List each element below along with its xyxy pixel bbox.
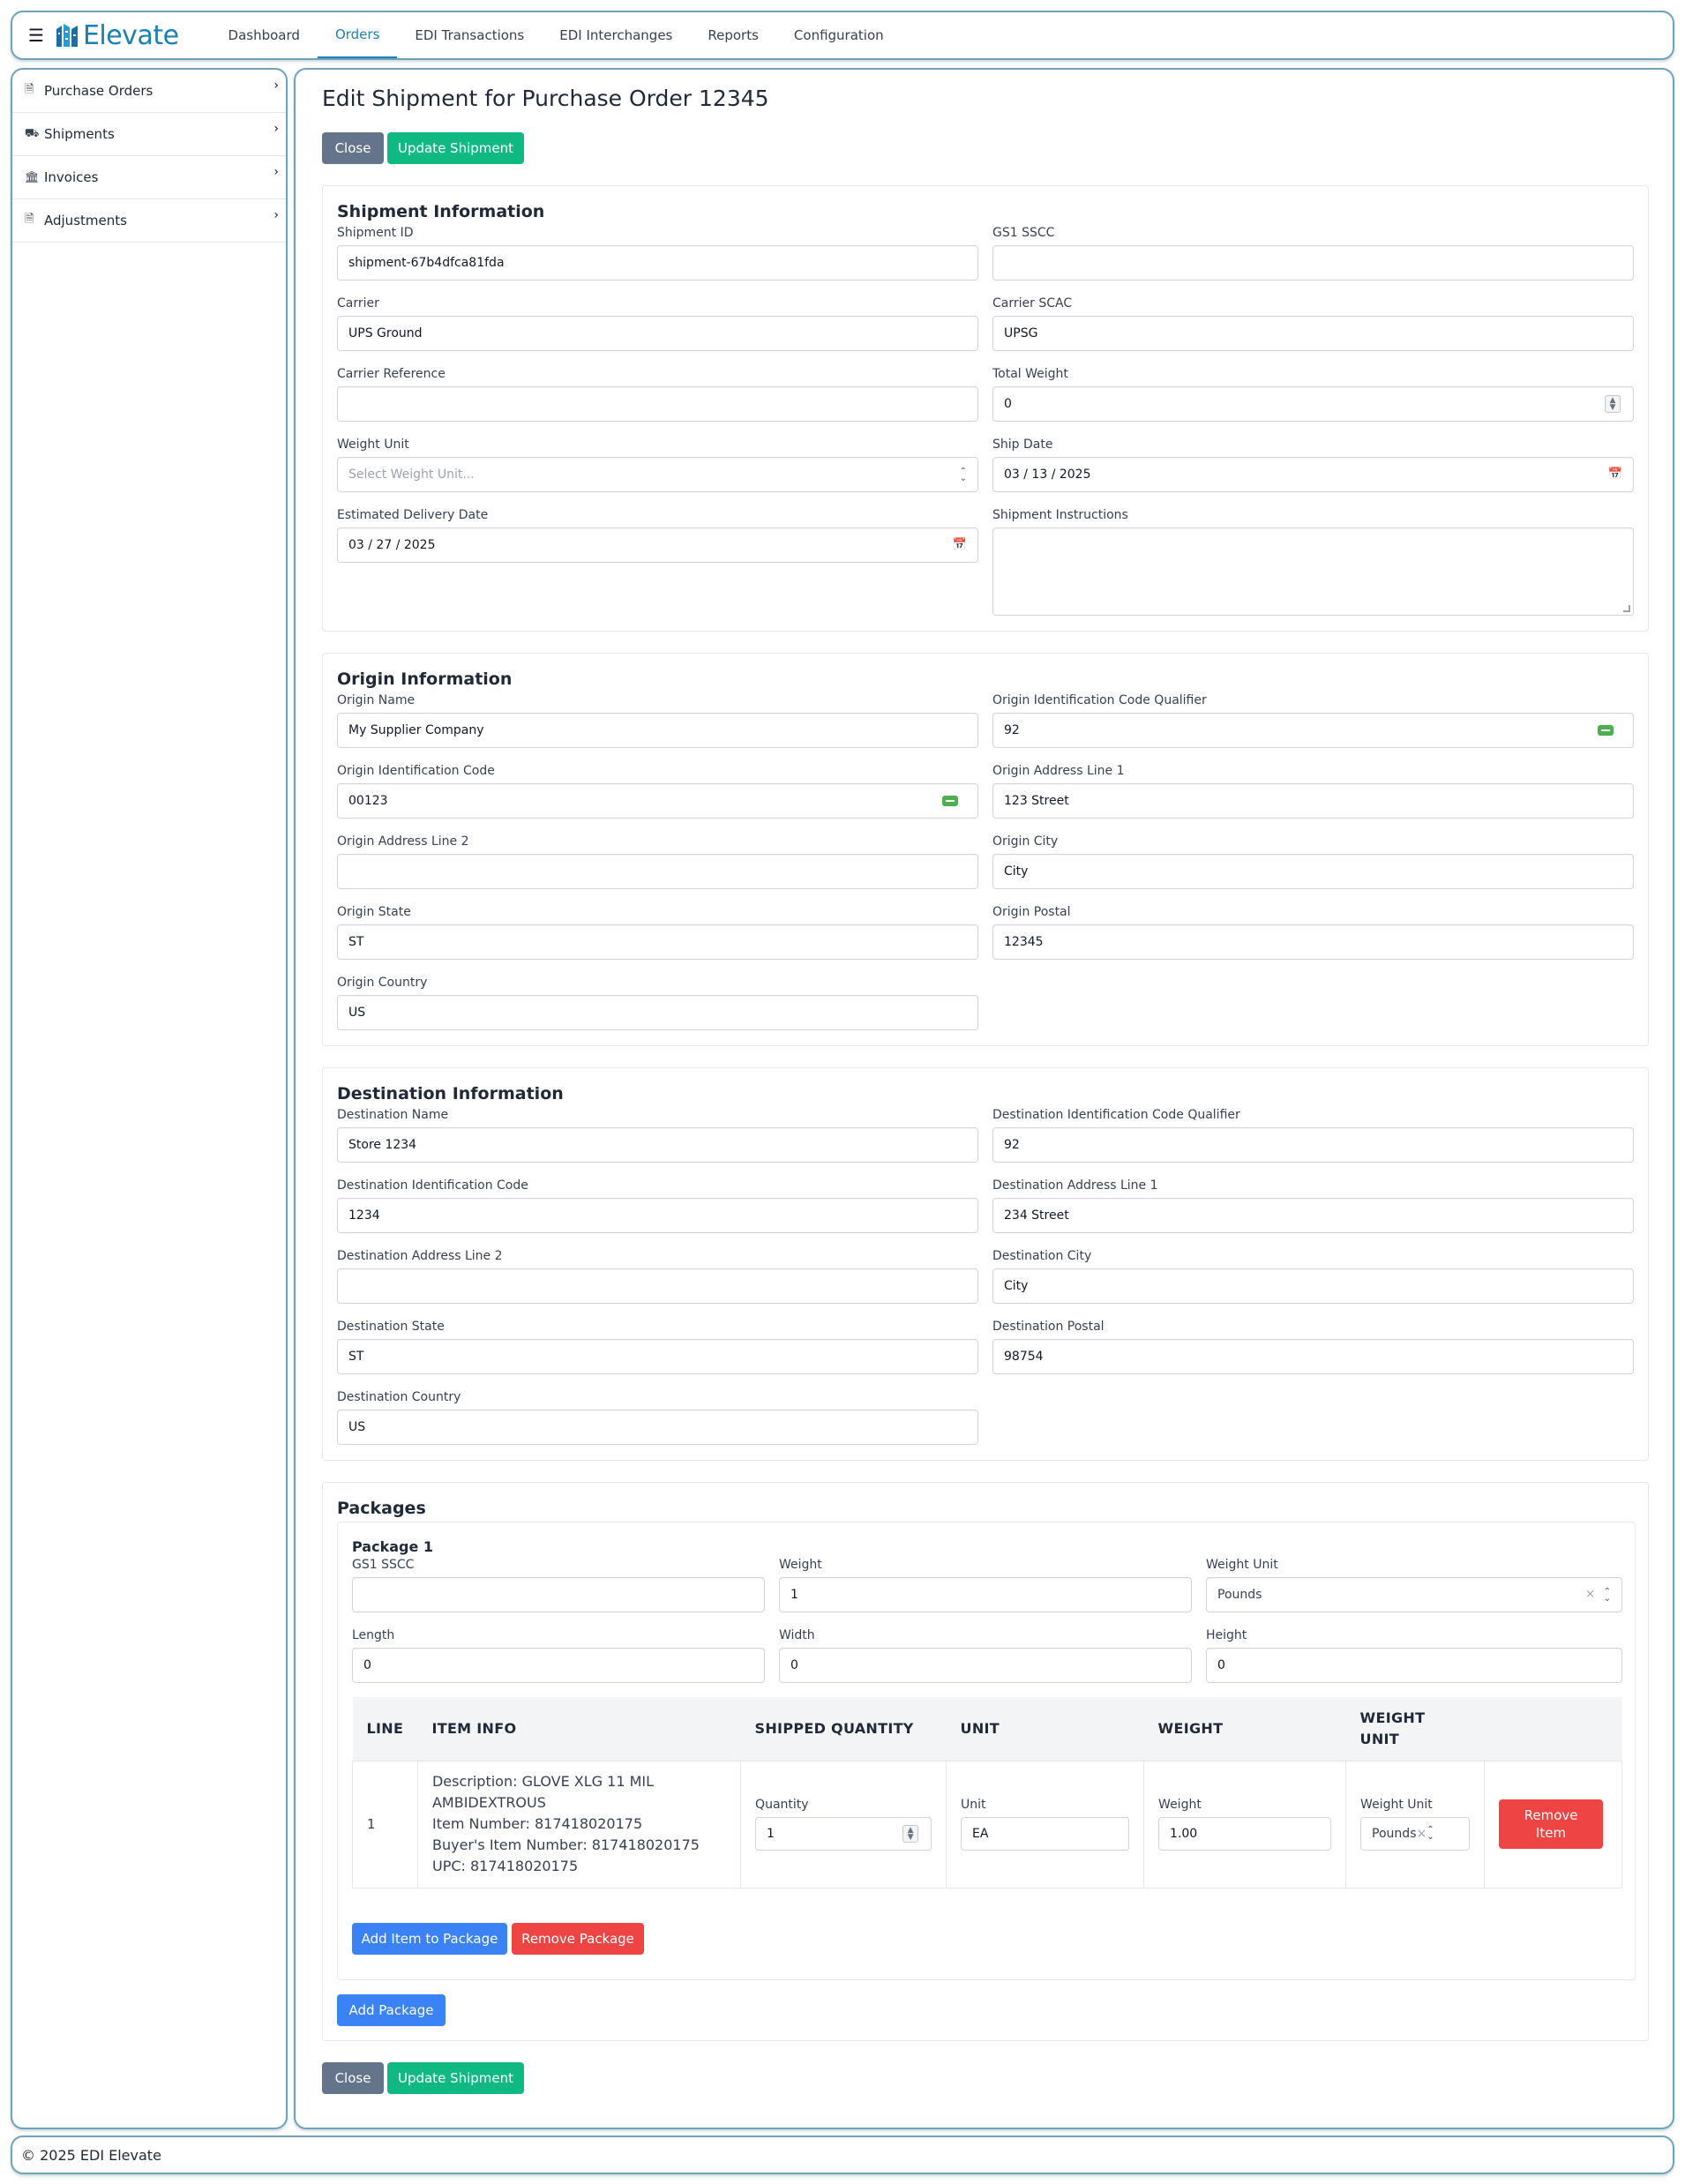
stepper-icon[interactable]: ▲ ▼ [902, 1825, 918, 1843]
destination-qualifier-input[interactable]: 92 [992, 1127, 1634, 1163]
section-title: Destination Information [337, 1084, 564, 1103]
sidebar-item-label: Purchase Orders [44, 83, 154, 99]
sidebar-item-adjustments[interactable] [12, 199, 286, 243]
item-weight-unit-value: Pounds [1372, 1827, 1417, 1841]
package-title: Package 1 [352, 1538, 434, 1555]
item-upc: UPC: 817418020175 [431, 1858, 579, 1874]
cell-item-info [417, 1761, 740, 1888]
stepper-icon[interactable]: ▲ ▼ [1605, 395, 1621, 413]
calendar-icon[interactable]: 📅 [952, 538, 967, 551]
select-arrows-icon: ⌃ ⌄ [1427, 1825, 1434, 1842]
package-length-input[interactable]: 0 [352, 1648, 765, 1683]
package-card [337, 1522, 1636, 1980]
origin-name-input[interactable]: My Supplier Company [337, 713, 978, 748]
file-icon: 🗎 [25, 83, 34, 96]
package-gs1-input[interactable] [352, 1577, 765, 1612]
hamburger-menu-icon[interactable]: ☰ [28, 25, 44, 46]
origin-postal-input[interactable]: 12345 [992, 924, 1634, 960]
clear-icon[interactable]: × [1585, 1588, 1595, 1601]
origin-code-value: 00123 [348, 794, 388, 808]
section-title: Origin Information [337, 669, 513, 689]
nav-orders[interactable]: Orders [318, 12, 397, 58]
destination-name-input[interactable]: Store 1234 [337, 1127, 978, 1163]
quantity-value: 1 [767, 1827, 775, 1841]
estimated-delivery-value: 03 / 27 / 2025 [348, 538, 436, 552]
weight-label: Weight [1158, 1798, 1202, 1812]
origin-state-input[interactable]: ST [337, 924, 978, 960]
main-content [294, 68, 1674, 2129]
cell-weight-unit [1346, 1761, 1485, 1888]
footer-copyright: © 2025 EDI Elevate [21, 2146, 161, 2164]
add-item-to-package-button[interactable]: Add Item to Package [352, 1923, 507, 1955]
destination-address2-input[interactable] [337, 1268, 978, 1304]
weight-unit-select[interactable] [337, 457, 978, 492]
column-header-weight-unit-line1: WEIGHT [1359, 1709, 1426, 1726]
origin-country-label: Origin Country [337, 976, 428, 990]
total-weight-value: 0 [1004, 397, 1012, 411]
package-weight-input[interactable]: 1 [779, 1577, 1192, 1612]
destination-country-input[interactable]: US [337, 1410, 978, 1445]
package-length-label: Length [352, 1628, 395, 1642]
carrier-label: Carrier [337, 296, 379, 310]
quantity-label: Quantity [755, 1798, 809, 1812]
calendar-icon[interactable]: 📅 [1607, 467, 1622, 481]
sidebar-item-label: Shipments [44, 126, 115, 142]
package-weight-unit-value: Pounds [1217, 1588, 1262, 1602]
cell-line: 1 [353, 1761, 418, 1888]
carrier-input[interactable]: UPS Ground [337, 316, 978, 351]
gs1-sscc-label: GS1 SSCC [992, 226, 1055, 240]
origin-address2-input[interactable] [337, 854, 978, 889]
column-header-unit: UNIT [947, 1697, 1144, 1761]
origin-qualifier-label: Origin Identification Code Qualifier [992, 693, 1207, 707]
footer [11, 2135, 1674, 2174]
package-height-input[interactable]: 0 [1206, 1648, 1622, 1683]
add-package-button[interactable]: Add Package [337, 1994, 446, 2026]
close-button-bottom[interactable]: Close [322, 2062, 384, 2094]
shipment-instructions-label: Shipment Instructions [992, 508, 1128, 522]
estimated-delivery-label: Estimated Delivery Date [337, 508, 489, 522]
packages-section [322, 1482, 1649, 2041]
origin-code-label: Origin Identification Code [337, 764, 495, 778]
destination-state-label: Destination State [337, 1320, 445, 1334]
sidebar-item-invoices[interactable] [12, 156, 286, 199]
package-weight-unit-label: Weight Unit [1206, 1558, 1278, 1572]
item-weight-input[interactable]: 1.00 [1158, 1817, 1331, 1851]
sidebar-item-label: Invoices [44, 169, 99, 185]
item-description-cont: AMBIDEXTROUS [431, 1794, 546, 1811]
cell-weight [1144, 1761, 1346, 1888]
item-number: Item Number: 817418020175 [431, 1815, 643, 1832]
origin-name-label: Origin Name [337, 693, 416, 707]
nav-reports[interactable]: Reports [708, 27, 759, 43]
nav-edi-interchanges[interactable]: EDI Interchanges [559, 27, 673, 43]
destination-information-section [322, 1067, 1649, 1461]
destination-qualifier-label: Destination Identification Code Qualifier [992, 1108, 1240, 1122]
ship-date-input[interactable] [992, 457, 1634, 492]
origin-country-input[interactable]: US [337, 995, 978, 1030]
update-shipment-button[interactable]: Update Shipment [387, 132, 524, 164]
shipment-instructions-textarea[interactable] [992, 527, 1634, 616]
page-title: Edit Shipment for Purchase Order 12345 [322, 86, 769, 111]
quantity-input[interactable] [755, 1817, 932, 1851]
destination-state-input[interactable]: ST [337, 1339, 978, 1374]
autofill-icon[interactable] [1598, 725, 1614, 736]
column-header-actions [1485, 1697, 1622, 1761]
package-weight-label: Weight [779, 1558, 822, 1572]
destination-city-input[interactable]: City [992, 1268, 1634, 1304]
package-height-label: Height [1206, 1628, 1247, 1642]
resize-handle-icon[interactable] [1623, 605, 1630, 612]
package-width-label: Width [779, 1628, 815, 1642]
unit-label: Unit [961, 1798, 986, 1812]
sidebar-item-label: Adjustments [44, 213, 127, 228]
gs1-sscc-input[interactable] [992, 245, 1634, 280]
nav-dashboard[interactable]: Dashboard [228, 27, 300, 43]
table-row [353, 1761, 1622, 1888]
bank-icon: 🏛 [25, 170, 40, 184]
origin-address1-input[interactable]: 123 Street [992, 783, 1634, 819]
ship-date-value: 03 / 13 / 2025 [1004, 467, 1091, 482]
file-icon: 🗎 [25, 213, 34, 226]
origin-qualifier-value: 92 [1004, 723, 1020, 737]
origin-code-input[interactable] [337, 783, 978, 819]
cell-unit [947, 1761, 1144, 1888]
table-header-row [353, 1697, 1622, 1761]
sidebar-item-shipments[interactable] [12, 113, 286, 156]
chevron-right-icon: › [273, 165, 279, 179]
origin-qualifier-input[interactable] [992, 713, 1634, 748]
total-weight-input[interactable] [992, 386, 1634, 422]
origin-information-section [322, 653, 1649, 1046]
nav-configuration[interactable]: Configuration [793, 27, 884, 43]
destination-postal-input[interactable]: 98754 [992, 1339, 1634, 1374]
truck-icon: ⛟ [25, 126, 40, 140]
unit-input[interactable]: EA [961, 1817, 1129, 1851]
carrier-reference-input[interactable] [337, 386, 978, 422]
chevron-right-icon: › [273, 122, 279, 136]
shipment-id-label: Shipment ID [337, 226, 414, 240]
top-navbar [11, 11, 1674, 60]
origin-state-label: Origin State [337, 905, 411, 919]
close-button[interactable]: Close [322, 132, 384, 164]
carrier-scac-input[interactable]: UPSG [992, 316, 1634, 351]
remove-item-line1: Remove [1524, 1807, 1578, 1823]
weight-unit-label: Weight Unit [337, 438, 409, 452]
carrier-scac-label: Carrier SCAC [992, 296, 1073, 310]
destination-address2-label: Destination Address Line 2 [337, 1249, 503, 1263]
column-header-weight-unit-line2: UNIT [1359, 1730, 1399, 1747]
nav-edi-transactions[interactable]: EDI Transactions [415, 27, 525, 43]
weight-unit-label: Weight Unit [1360, 1798, 1433, 1812]
remove-package-button[interactable]: Remove Package [512, 1923, 644, 1955]
column-header-weight-unit [1346, 1697, 1485, 1761]
shipment-information-section [322, 185, 1649, 632]
sidebar-item-purchase-orders[interactable] [12, 70, 286, 113]
origin-address2-label: Origin Address Line 2 [337, 834, 469, 849]
origin-city-input[interactable]: City [992, 854, 1634, 889]
section-title: Packages [337, 1499, 426, 1518]
brand-logo[interactable] [55, 20, 179, 51]
column-header-weight: WEIGHT [1144, 1697, 1346, 1761]
package-width-input[interactable]: 0 [779, 1648, 1192, 1683]
brand-name: Elevate [82, 19, 179, 51]
estimated-delivery-input[interactable] [337, 527, 978, 563]
weight-unit-placeholder: Select Weight Unit... [348, 467, 475, 482]
destination-address1-label: Destination Address Line 1 [992, 1178, 1158, 1193]
update-shipment-button-bottom[interactable]: Update Shipment [387, 2062, 524, 2094]
total-weight-label: Total Weight [992, 367, 1068, 381]
cell-quantity [741, 1761, 947, 1888]
column-header-shipped-quantity: SHIPPED QUANTITY [741, 1697, 947, 1761]
buyer-item-number: Buyer's Item Number: 817418020175 [431, 1836, 700, 1853]
destination-code-label: Destination Identification Code [337, 1178, 528, 1193]
item-weight-unit-select[interactable] [1360, 1817, 1470, 1851]
column-header-item-info: ITEM INFO [417, 1697, 740, 1761]
column-header-line: LINE [353, 1697, 418, 1761]
chevron-right-icon: › [273, 79, 279, 93]
destination-name-label: Destination Name [337, 1108, 449, 1122]
autofill-icon[interactable] [942, 796, 958, 806]
destination-city-label: Destination City [992, 1249, 1092, 1263]
select-arrows-icon: ⌃ ⌄ [1603, 1587, 1611, 1604]
destination-address1-input[interactable]: 234 Street [992, 1198, 1634, 1233]
destination-postal-label: Destination Postal [992, 1320, 1105, 1334]
shipment-id-input[interactable]: shipment-67b4dfca81fda [337, 245, 978, 280]
package-weight-unit-select[interactable] [1206, 1577, 1622, 1612]
remove-item-line2: Item [1535, 1825, 1567, 1841]
nav-links [211, 12, 902, 58]
carrier-reference-label: Carrier Reference [337, 367, 446, 381]
ship-date-label: Ship Date [992, 438, 1053, 452]
section-title: Shipment Information [337, 202, 545, 221]
chevron-right-icon: › [273, 208, 279, 222]
destination-country-label: Destination Country [337, 1390, 461, 1404]
elevate-logo-icon [55, 22, 79, 49]
select-arrows-icon: ⌃ ⌄ [959, 467, 967, 483]
remove-item-button[interactable] [1499, 1799, 1603, 1849]
cell-actions [1485, 1761, 1622, 1888]
origin-postal-label: Origin Postal [992, 905, 1071, 919]
item-description: Description: GLOVE XLG 11 MIL [431, 1773, 655, 1790]
origin-address1-label: Origin Address Line 1 [992, 764, 1125, 778]
clear-icon[interactable]: × [1416, 1827, 1427, 1841]
package-gs1-label: GS1 SSCC [352, 1558, 415, 1572]
destination-code-input[interactable]: 1234 [337, 1198, 978, 1233]
origin-city-label: Origin City [992, 834, 1059, 849]
sidebar [11, 68, 288, 2129]
package-items-table [352, 1697, 1622, 1889]
